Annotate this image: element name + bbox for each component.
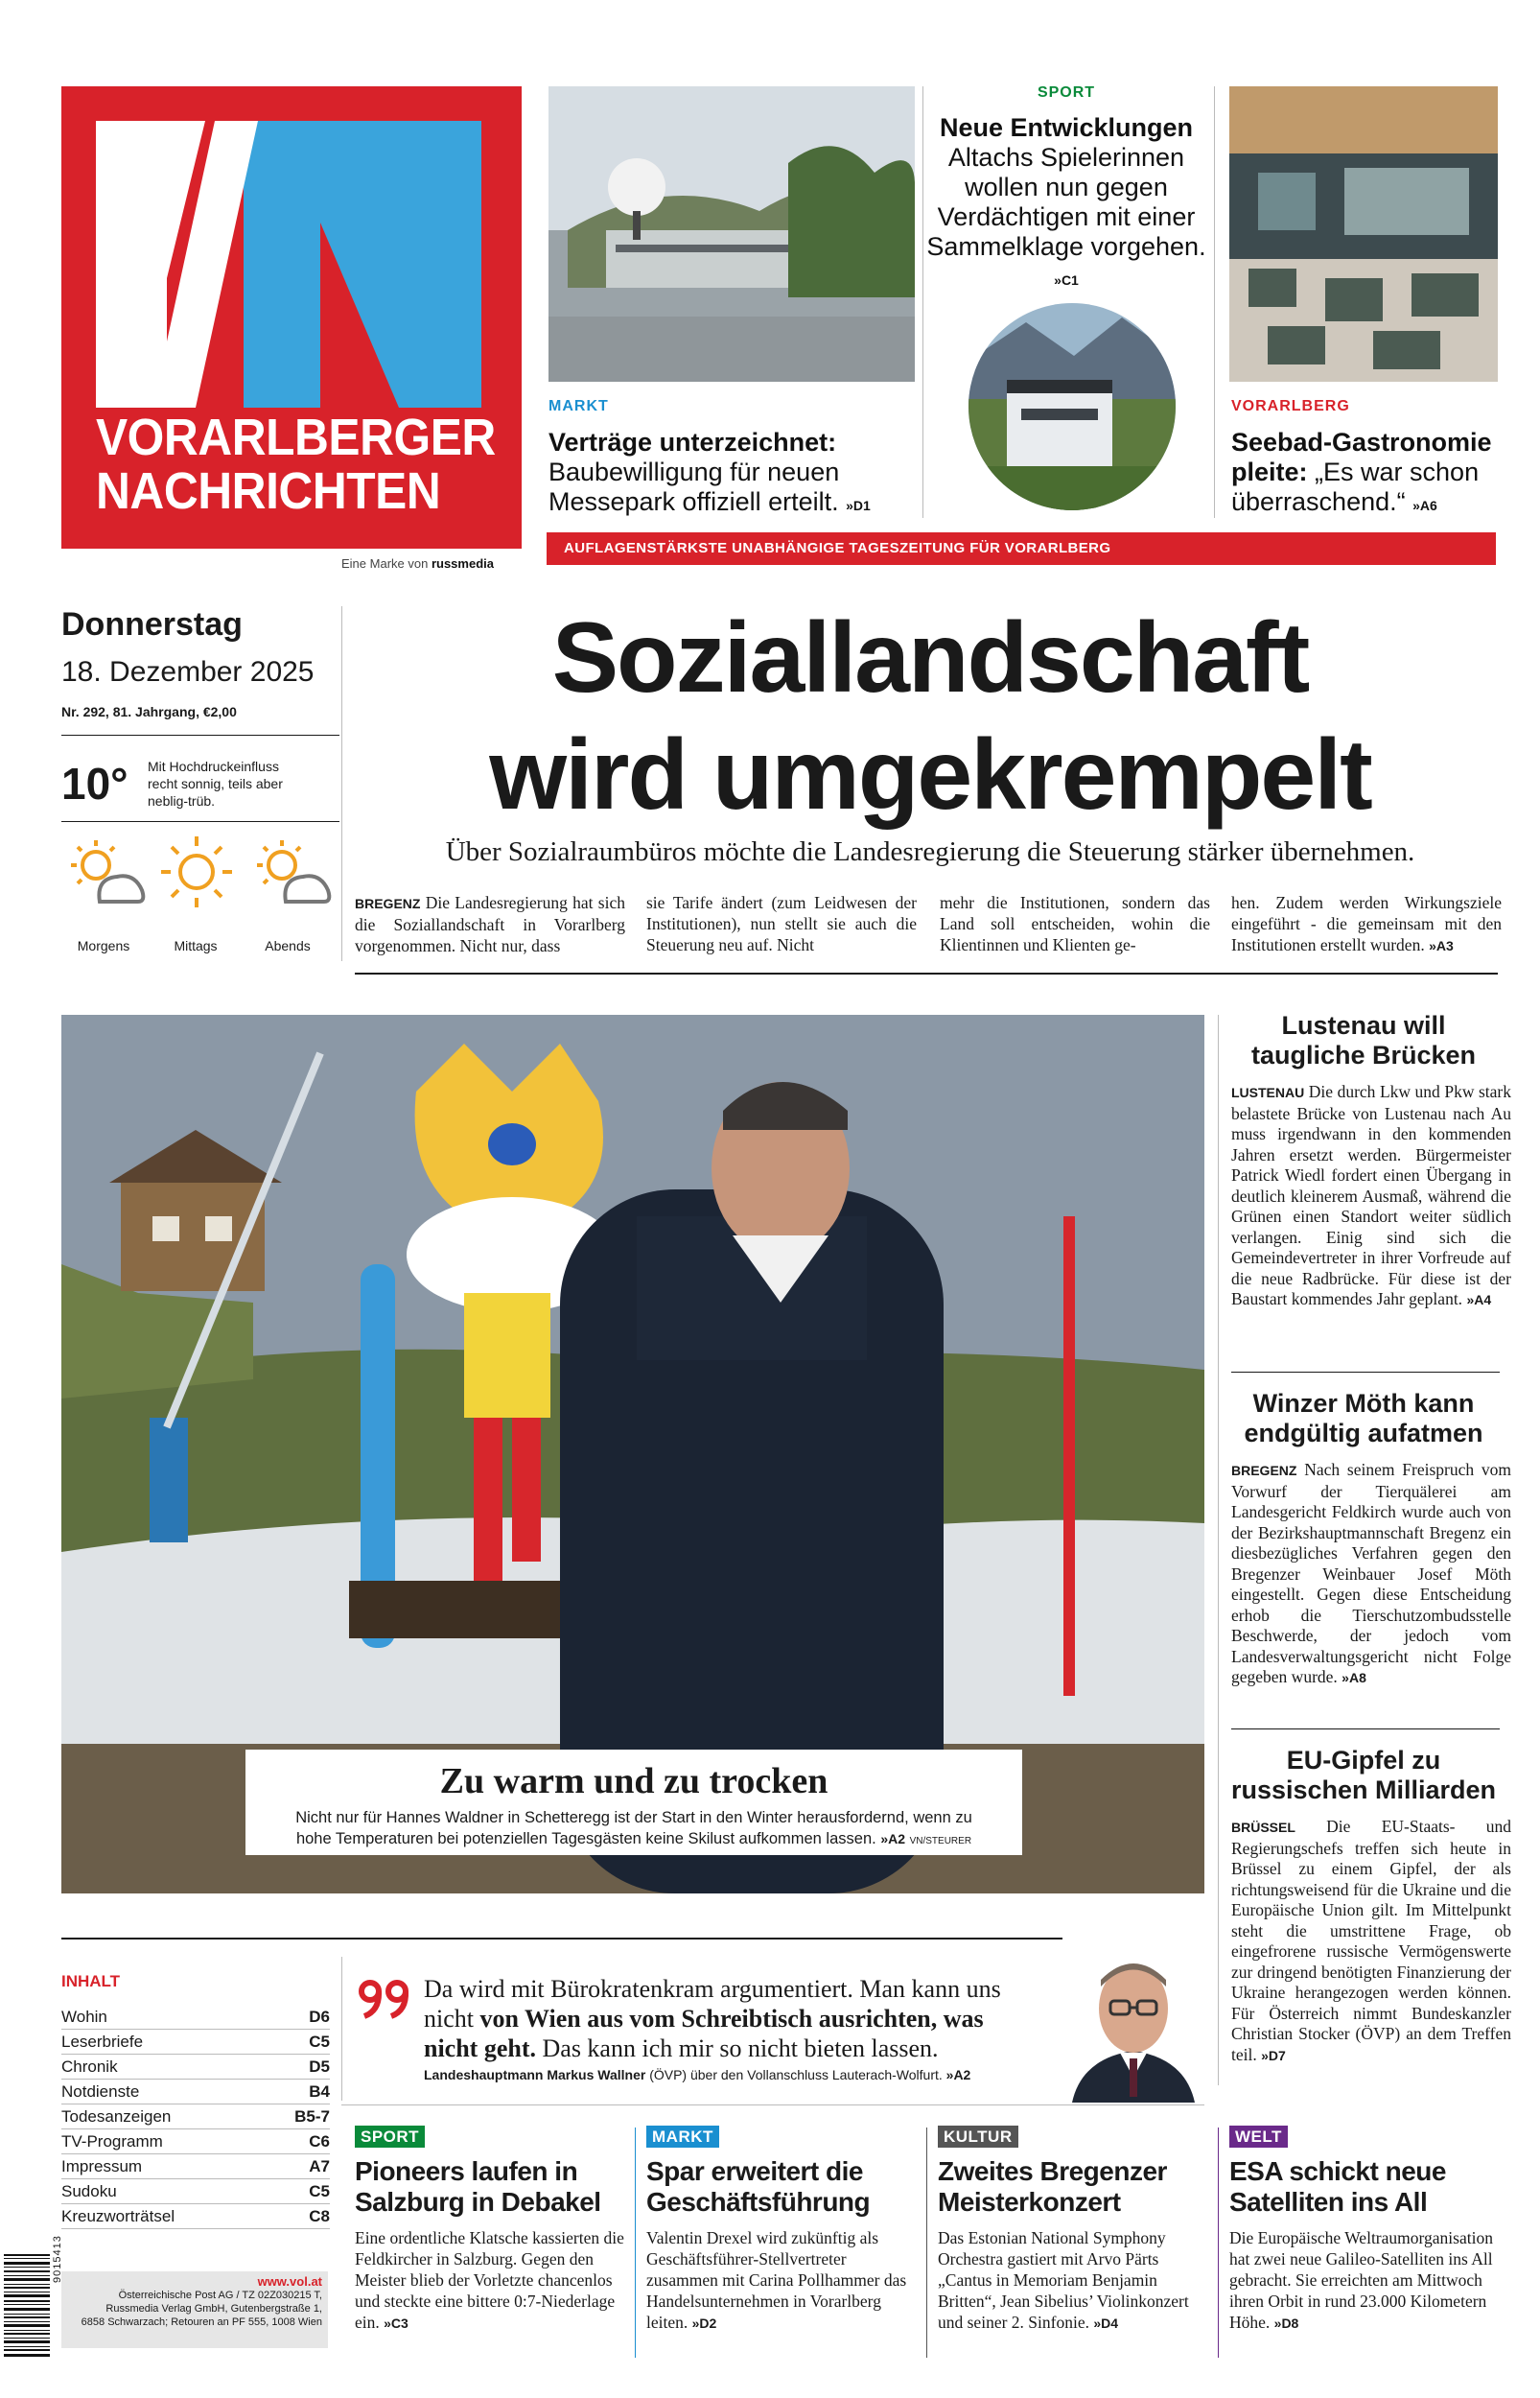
- photo-caption-title[interactable]: Zu warm und zu trocken: [439, 1761, 828, 1801]
- divider: [341, 606, 342, 961]
- tagline-bar: AUFLAGENSTÄRKSTE UNABHÄNGIGE TAGESZEITUNG FÜR VORARLBERG: [547, 532, 1496, 565]
- inhalt-row[interactable]: [61, 2005, 330, 2030]
- divider: [1231, 1728, 1500, 1729]
- teaser-markt-title-bold: Verträge unterzeichnet:: [548, 428, 837, 457]
- divider: [926, 2128, 927, 2358]
- inhalt-label: Leserbriefe: [61, 2033, 144, 2051]
- bottom-teaser-title: Pioneers laufen in Salzburg in Debakel: [355, 2156, 601, 2217]
- lead-subhead: Über Sozialraumbüros möchte die Landesregierung die Steuerung stärker übernehmen.: [445, 836, 1415, 867]
- weather-forecast-text: Mit Hochdruckeinfluss recht sonnig, teils aber neblig-trüb.: [148, 759, 283, 809]
- bottom-teaser-markt[interactable]: [646, 2128, 924, 2334]
- issue-date: 18. Dezember 2025: [61, 656, 315, 688]
- divider: [1218, 1015, 1219, 2085]
- lead-col-4: [1231, 892, 1502, 956]
- sun-icon: [155, 831, 238, 913]
- sidebar-story-2-ref: »A8: [1342, 1670, 1366, 1685]
- weather-label-evening: Abends: [265, 938, 311, 953]
- bottom-teaser-text: Valentin Drexel wird zukünftig als Geschäftsführer-Stellvertreter zusammen mit Carina Pollhammer das Handelsunternehmen in Vorarlberg leiten.: [646, 2228, 907, 2332]
- messepark-photo[interactable]: [548, 86, 915, 382]
- sidebar-story-2-text: Nach seinem Freispruch vom Vorwurf der Tierquälerei am Landesgericht Feldkirch wurde auch von der Bezirkshauptmannschaft Bregenz ein diesbezügliches Verfahren gegen den Bregenzer Weinbauer Josef Möth eingestellt. Gegen diese Entscheidung erhob die Tierschutzombudsstelle Beschwerde, der jedoch vom Landesverwaltungsgericht nicht Folge gegeben wurde.: [1231, 1460, 1512, 1686]
- lead-col-4-text: hen. Zudem werden Wirkungsziele eingeführt - die gemeinsam mit den Institutionen erstellt wurden.: [1231, 893, 1502, 954]
- sidebar-story-1-body: [1231, 1082, 1511, 1311]
- inhalt-code: D5: [309, 2057, 330, 2076]
- bottom-teaser-ref: »C3: [384, 2316, 408, 2331]
- lead-col-2: sie Tarife ändert (zum Leidwesen der Institutionen), nun stellt sie auch die Steuerung neu auf. Nicht: [646, 893, 917, 954]
- bottom-teaser-tag: SPORT: [355, 2126, 425, 2148]
- barcode-icon: [4, 2254, 50, 2360]
- lead-col-1-text: Die Landesregierung hat sich die Soziallandschaft in Vorarlberg vorgenommen. Nicht nur, dass: [355, 893, 625, 955]
- inhalt-row[interactable]: [61, 2055, 330, 2080]
- quote-ref: »A2: [945, 2067, 971, 2082]
- teaser-sport-title-rest: Altachs Spielerinnen wollen nun gegen Verdächtigen mit einer Sammelklage vorgehen.: [926, 143, 1206, 261]
- bottom-teaser-body: [355, 2227, 625, 2334]
- masthead-logo[interactable]: [61, 86, 522, 549]
- divider: [635, 2128, 636, 2358]
- sun-cloud-icon: [61, 835, 148, 911]
- bottom-teaser-title: ESA schickt neue Satelliten ins All: [1229, 2156, 1446, 2217]
- inhalt-code: C6: [309, 2132, 330, 2151]
- teaser-vorarlberg-title[interactable]: [1231, 428, 1509, 521]
- quote-bold: von Wien aus vom Schreibtisch ausrichten, was nicht geht.: [424, 2005, 984, 2062]
- inhalt-code: B5-7: [294, 2107, 330, 2126]
- teaser-vorarlberg-title-bold: Seebad-Gastronomie pleite:: [1231, 428, 1492, 486]
- bottom-teaser-body: [646, 2227, 917, 2334]
- divider: [61, 1938, 1204, 1940]
- publisher-box: [61, 2271, 328, 2348]
- teaser-sport-kicker: SPORT: [1037, 84, 1096, 101]
- inhalt-code: B4: [309, 2082, 330, 2101]
- divider: [355, 973, 1498, 975]
- teaser-vorarlberg-kicker: VORARLBERG: [1231, 398, 1350, 414]
- teaser-markt-ref: »D1: [846, 498, 871, 513]
- inhalt-code: C5: [309, 2033, 330, 2051]
- sidebar-story-2-body: [1231, 1460, 1511, 1689]
- inhalt-label: Sudoku: [61, 2182, 117, 2200]
- inhalt-row[interactable]: [61, 2179, 330, 2204]
- issue-number: Nr. 292, 81. Jahrgang, €2,00: [61, 704, 237, 719]
- quote-text[interactable]: [424, 1974, 1038, 2063]
- divider: [341, 1957, 342, 2101]
- teaser-vorarlberg-title-rest: „Es war schon überraschend.“: [1231, 458, 1480, 516]
- divider: [1214, 86, 1215, 518]
- inhalt-row[interactable]: [61, 2204, 330, 2229]
- photo-caption-box: [245, 1750, 1022, 1855]
- photo-caption-body: Nicht nur für Hannes Waldner in Schetteregg ist der Start in den Winter herausfordernd, wenn zu hohe Temperaturen bei potenziellen Tagesgästen keine Skilust aufkommen lassen.: [295, 1809, 972, 1847]
- bottom-teaser-title: Zweites Bregenzer Meisterkonzert: [938, 2156, 1167, 2217]
- sidebar-story-1-title[interactable]: Lustenau will taugliche Brücken: [1250, 1011, 1477, 1070]
- inhalt-row[interactable]: [61, 2080, 330, 2104]
- photo-credit: VN/STEURER: [909, 1836, 972, 1846]
- inhalt-code: C5: [309, 2182, 330, 2200]
- quote-attr-name: Landeshauptmann Markus Wallner: [424, 2067, 646, 2082]
- inhalt-row[interactable]: [61, 2104, 330, 2129]
- teaser-sport-title-bold: Neue Entwicklungen: [939, 113, 1194, 142]
- bottom-teaser-title: Spar erweitert die Geschäftsführung: [646, 2156, 871, 2217]
- wallner-portrait[interactable]: [1062, 1934, 1204, 2103]
- teaser-sport-ref: »C1: [1054, 272, 1079, 288]
- sidebar-story-3-location: BRÜSSEL: [1231, 1820, 1295, 1835]
- quote-attr-rest: (ÖVP) über den Vollanschluss Lauterach-Wolfurt.: [645, 2067, 943, 2082]
- bottom-teaser-ref: »D4: [1093, 2316, 1119, 2331]
- bottom-teaser-ref: »D8: [1273, 2316, 1299, 2331]
- sidebar-story-2-location: BREGENZ: [1231, 1463, 1297, 1478]
- bottom-teaser-text: Eine ordentliche Klatsche kassierten die Feldkircher in Salzburg. Gegen den Meister blieb der Vorletzte chancenlos und steckte eine bittere 0:7-Niederlage ein.: [355, 2228, 624, 2332]
- inhalt-label: Chronik: [61, 2057, 118, 2076]
- divider: [922, 86, 923, 518]
- sidebar-story-3-body: [1231, 1817, 1511, 2066]
- lead-col-1: [355, 892, 625, 956]
- inhalt-row[interactable]: [61, 2154, 330, 2179]
- inhalt-row[interactable]: [61, 2129, 330, 2154]
- bottom-teaser-body: [1229, 2227, 1500, 2334]
- lead-col-3: mehr die Institutionen, sondern das Land soll entscheiden, wohin die Klientinnen und Klienten ge-: [940, 893, 1210, 954]
- quote-icon: [357, 1978, 414, 2020]
- sidebar-story-1-ref: »A4: [1466, 1292, 1492, 1307]
- inhalt-label: TV-Programm: [61, 2132, 163, 2151]
- inhalt-label: Impressum: [61, 2157, 143, 2175]
- publisher-text: Österreichische Post AG / TZ 02Z030215 T, Russmedia Verlag GmbH, Gutenbergstraße 1, 6858 Schwarzach; Retouren an PF 555, 1008 Wien: [81, 2290, 322, 2328]
- bottom-teaser-tag: MARKT: [646, 2126, 719, 2148]
- seebad-photo[interactable]: [1229, 86, 1498, 382]
- quote-attribution: [424, 2067, 970, 2082]
- stadium-photo[interactable]: [968, 303, 1176, 510]
- inhalt-code: D6: [309, 2008, 330, 2026]
- inhalt-label: Todesanzeigen: [61, 2107, 172, 2126]
- inhalt-title: INHALT: [61, 1972, 121, 1990]
- sidebar-story-3-title[interactable]: EU-Gipfel zu russischen Milliarden: [1230, 1746, 1497, 1804]
- photo-caption-text: [245, 1807, 1022, 1852]
- divider: [341, 2104, 1204, 2105]
- sidebar-story-2-title[interactable]: Winzer Möth kann endgültig aufatmen: [1244, 1389, 1483, 1447]
- lead-headline[interactable]: Soziallandschaft wird umgekrempelt: [489, 602, 1371, 831]
- weather-label-noon: Mittags: [174, 938, 218, 953]
- divider: [1231, 1372, 1500, 1373]
- bottom-teaser-text: Die Europäische Weltraumorganisation hat zwei neue Galileo-Satelliten ins All gebracht. Sie erreichten am Mittwoch ihren Orbit in rund 23.000 Kilometern Höhe.: [1229, 2228, 1493, 2332]
- bottom-teaser-ref: »D2: [691, 2316, 717, 2331]
- sidebar-story-1-text: Die durch Lkw und Pkw stark belastete Brücke von Lustenau nach Au muss irgendwann in den kommenden Jahren ersetzt werden. Bürgermeister Patrick Wiedl fordert einen Übergang in deutlich kleinerem Ausmaß, während die Grünen einen Standort weiter südlich verlangen. Einig sind sich die Gemeindevertreter in ihrer Vorfreude auf die neue Radbrücke. Für diese ist der Baustart kommendes Jahr geplant.: [1231, 1082, 1511, 1308]
- inhalt-code: A7: [309, 2157, 330, 2175]
- bottom-teaser-body: [938, 2227, 1208, 2334]
- sun-cloud-icon: [247, 835, 334, 911]
- photo-caption-ref: »A2: [880, 1831, 905, 1846]
- teaser-markt-title-rest: Baubewilligung für neuen Messepark offiziell erteilt.: [548, 458, 840, 516]
- publisher-url[interactable]: www.vol.at: [257, 2274, 322, 2289]
- divider: [1218, 2128, 1219, 2358]
- sidebar-story-3-ref: »D7: [1261, 2047, 1286, 2063]
- quote-part-1: Da wird mit Bürokratenkram argumentiert. Man kann uns nicht: [424, 1975, 1001, 2033]
- teaser-markt-kicker: MARKT: [548, 398, 609, 414]
- teaser-markt-title[interactable]: [548, 428, 922, 521]
- weather-label-morning: Morgens: [77, 938, 130, 953]
- logo-wordmark: VORARLBERGER NACHRICHTEN: [96, 409, 496, 520]
- bottom-teaser-tag: WELT: [1229, 2126, 1288, 2148]
- lead-ref: »A3: [1429, 938, 1454, 953]
- bottom-teaser-kultur[interactable]: [938, 2128, 1216, 2334]
- brand-line: [341, 556, 494, 571]
- lead-location: BREGENZ: [355, 896, 421, 911]
- teaser-sport[interactable]: [922, 84, 1210, 295]
- sidebar-story-3-text: Die EU-Staats- und Regierungschefs treffen sich heute in Brüssel zu einem Gipfel, der als richtungsweisend für die Ukraine und die Europäische Union gilt. Im Mittelpunkt steht die umstrittene Frage, ob eingefrorene russische Vermögenswerte zur dringend benötigten Finanzierung der Ukraine herangezogen werden können. Für Österreich nimmt Bundeskanzler Christian Stocker (ÖVP) an dem Treffen teil.: [1231, 1817, 1511, 2064]
- inhalt-label: Wohin: [61, 2008, 107, 2026]
- divider: [61, 735, 339, 736]
- issue-day: Donnerstag: [61, 606, 243, 643]
- brand-prefix: Eine Marke von: [341, 556, 429, 571]
- inhalt-row[interactable]: [61, 2030, 330, 2055]
- inhalt-label: Kreuzworträtsel: [61, 2207, 175, 2225]
- bottom-teaser-welt[interactable]: [1229, 2128, 1507, 2334]
- weather-temperature: 10°: [61, 759, 128, 809]
- bottom-teaser-tag: KULTUR: [938, 2126, 1018, 2148]
- brand-name: russmedia: [431, 556, 494, 571]
- inhalt-label: Notdienste: [61, 2082, 140, 2101]
- quote-part-2: Das kann ich mir so nicht bieten lassen.: [536, 2034, 939, 2062]
- barcode-number: 9015413: [52, 2235, 63, 2283]
- teaser-sport-title: [922, 113, 1210, 295]
- divider: [61, 821, 339, 822]
- bottom-teaser-sport[interactable]: [355, 2128, 633, 2334]
- inhalt-code: C8: [309, 2207, 330, 2225]
- bottom-teaser-text: Das Estonian National Symphony Orchestra gastiert mit Arvo Pärts „Cantus in Memoriam Benjamin Britten“, Jean Sibelius’ Violinkonzert und seiner 2. Sinfonie.: [938, 2228, 1189, 2332]
- sidebar-story-1-location: LUSTENAU: [1231, 1085, 1305, 1100]
- teaser-vorarlberg-ref: »A6: [1412, 498, 1437, 513]
